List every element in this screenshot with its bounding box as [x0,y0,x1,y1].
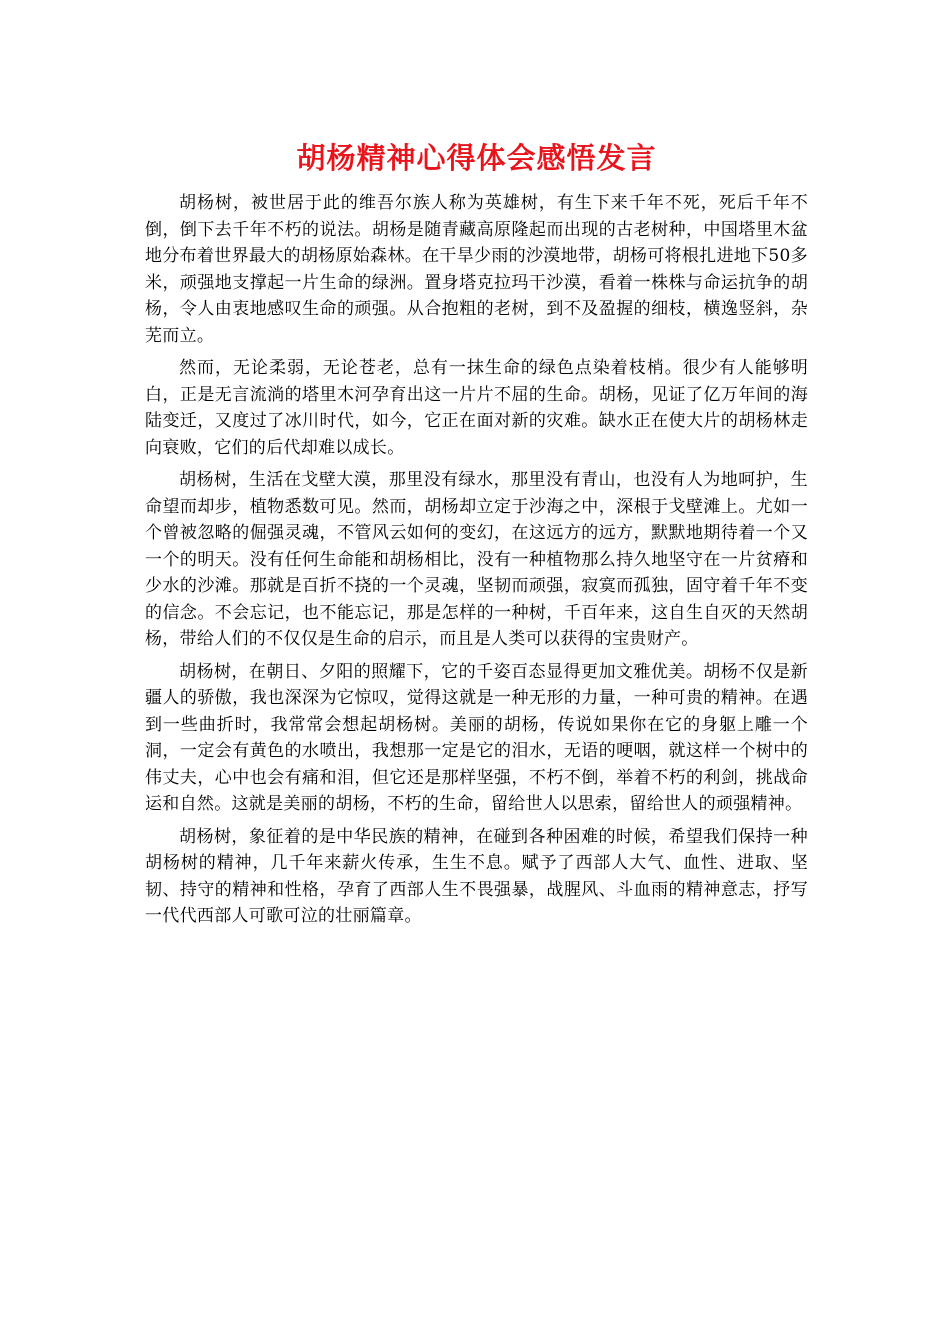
paragraph-3: 胡杨树，生活在戈壁大漠，那里没有绿水，那里没有青山，也没有人为地呵护，生命望而却步，植物悉数可见。然而，胡杨却立定于沙海之中，深根于戈壁滩上。尤如一个曾被忽略的倔强灵魂，不管风云如何的变幻，在这远方的远方，默默地期待着一个又一个的明天。没有任何生命能和胡杨相比，没有一种植物那么持久地坚守在一片贫瘠和少水的沙滩。那就是百折不挠的一个灵魂，坚韧而顽强，寂寞而孤独，固守着千年不变的信念。不会忘记，也不能忘记，那是怎样的一种树，千百年来，这自生自灭的天然胡杨，带给人们的不仅仅是生命的启示，而且是人类可以获得的宝贵财产。 [145,470,808,649]
paragraph-2: 然而，无论柔弱，无论苍老，总有一抹生命的绿色点染着枝梢。很少有人能够明白，正是无言流淌的塔里木河孕育出这一片片不屈的生命。胡杨，见证了亿万年间的海陆变迁，又度过了冰川时代，如今，它正在面对新的灾难。缺水正在使大片的胡杨林走向衰败，它们的后代却难以成长。 [145,358,808,458]
document-title: 胡杨精神心得体会感悟发言 [296,141,657,175]
document-page [145,138,808,936]
paragraph-4: 胡杨树，在朝日、夕阳的照耀下，它的千姿百态显得更加文雅优美。胡杨不仅是新疆人的骄傲，我也深深为它惊叹，觉得这就是一种无形的力量，一种可贵的精神。在遇到一些曲折时，我常常会想起胡杨树。美丽的胡杨，传说如果你在它的身躯上雕一个洞，一定会有黄色的水喷出，我想那一定是它的泪水，无语的哽咽，就这样一个树中的伟丈夫，心中也会有痛和泪，但它还是那样坚强，不朽不倒，举着不朽的利剑，挑战命运和自然。这就是美丽的胡杨，不朽的生命，留给世人以思索，留给世人的顽强精神。 [145,661,808,814]
paragraph-1: 胡杨树，被世居于此的维吾尔族人称为英雄树，有生下来千年不死，死后千年不倒，倒下去千年不朽的说法。胡杨是随青藏高原隆起而出现的古老树种，中国塔里木盆地分布着世界最大的胡杨原始森林。在干旱少雨的沙漠地带，胡杨可将根扎进地下50多米，顽强地支撑起一片生命的绿洲。置身塔克拉玛干沙漠，看着一株株与命运抗争的胡杨，令人由衷地感叹生命的顽强。从合抱粗的老树，到不及盈握的细枝，横逸竖斜，杂芜而立。 [145,193,808,346]
paragraph-5: 胡杨树，象征着的是中华民族的精神，在碰到各种困难的时候，希望我们保持一种胡杨树的精神，几千年来薪火传承，生生不息。赋予了西部人大气、血性、进取、坚韧、持守的精神和性格，孕育了西部人生不畏强暴，战腥风、斗血雨的精神意志，抒写一代代西部人可歌可泣的壮丽篇章。 [145,826,808,926]
